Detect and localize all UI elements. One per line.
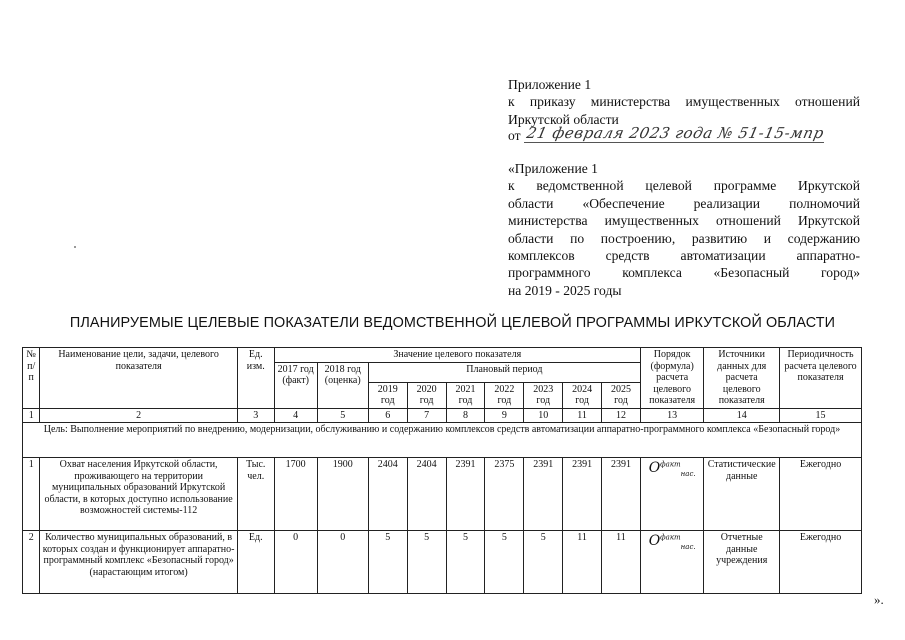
column-number: 11: [563, 408, 602, 423]
row-num: 1: [23, 458, 40, 531]
header-formula: Порядок (формула) расчета целевого показателя: [640, 348, 703, 409]
formula-sup: факт: [660, 460, 681, 468]
table-row: [23, 458, 862, 531]
formula-symbol: [649, 533, 696, 549]
header-year: 2019 год: [368, 382, 407, 408]
header-year: 2023 год: [524, 382, 563, 408]
row-formula: [640, 458, 703, 531]
appendix-2-line: министерства имущественных отношений Иркутской: [508, 213, 860, 229]
row-value: 2391: [563, 458, 602, 531]
handwritten-signature: 21 февраля 2023 года № 51-15-мпр: [525, 124, 826, 142]
row-unit: Ед.: [237, 531, 274, 594]
appendix-1-order-line: к приказу министерства имущественных отношений: [508, 94, 860, 110]
formula-sup: факт: [660, 533, 681, 541]
column-number: 13: [640, 408, 703, 423]
column-number-row: [23, 408, 862, 423]
row-value: 1700: [274, 458, 317, 531]
row-value: 5: [524, 531, 563, 594]
header-year: 2024 год: [563, 382, 602, 408]
row-value: 2391: [524, 458, 563, 531]
row-value: 5: [446, 531, 485, 594]
from-prefix: от: [508, 128, 521, 143]
row-source: Отчетные данные учреждения: [704, 531, 780, 594]
header-name: Наименование цели, задачи, целевого показателя: [40, 348, 237, 409]
row-source: Статистические данные: [704, 458, 780, 531]
row-period: Ежегодно: [780, 458, 862, 531]
column-number: 4: [274, 408, 317, 423]
column-number: 14: [704, 408, 780, 423]
page-title: ПЛАНИРУЕМЫЕ ЦЕЛЕВЫЕ ПОКАЗАТЕЛИ ВЕДОМСТВЕННОЙ ЦЕЛЕВОЙ ПРОГРАММЫ ИРКУТСКОЙ ОБЛАСТИ: [69, 315, 836, 331]
column-number: 6: [368, 408, 407, 423]
appendix-2-line: области по построению, развитию и содержанию: [508, 230, 860, 246]
header-year: 2022 год: [485, 382, 524, 408]
column-number: 2: [40, 408, 237, 423]
column-number: 1: [23, 408, 40, 423]
header-row: [23, 348, 862, 363]
row-value: 2404: [368, 458, 407, 531]
row-unit: Тыс. чел.: [237, 458, 274, 531]
row-value: 5: [485, 531, 524, 594]
row-value: 2391: [602, 458, 641, 531]
column-number: 10: [524, 408, 563, 423]
appendix-2-line: к ведомственной целевой программе Иркутской: [508, 178, 860, 194]
goal-text: Цель: Выполнение мероприятий по внедрению, модернизации, обслуживанию и содержанию комплексов средств автоматизации аппаратно-программного комплекса «Безопасный город»: [23, 423, 862, 458]
header-planned: Плановый период: [368, 362, 640, 382]
appendix-1-block: [508, 76, 860, 128]
scan-speck: [74, 246, 76, 248]
header-2018: 2018 год (оценка): [317, 362, 368, 408]
header-num: № п/ п: [23, 348, 40, 409]
row-value: 11: [563, 531, 602, 594]
row-value: 5: [368, 531, 407, 594]
row-name: Количество муниципальных образований, в которых создан и функционирует аппаратно-программный комплекс «Безопасный город» (нарастающим итогом): [40, 531, 237, 594]
header-year: 2020 год: [407, 382, 446, 408]
column-number: 9: [485, 408, 524, 423]
row-name: Охват населения Иркутской области, проживающего на территории муниципальных образований Иркутской области, в которых доступно использование возможностей системы-112: [40, 458, 237, 531]
appendix-2-line: программного комплекса «Безопасный город»: [508, 265, 860, 281]
row-value: 2391: [446, 458, 485, 531]
header-sources: Источники данных для расчета целевого показателя: [704, 348, 780, 409]
row-num: 2: [23, 531, 40, 594]
formula-main: O: [648, 459, 661, 476]
appendix-1-region-line: Иркутской области: [508, 111, 619, 127]
row-value: 2404: [407, 458, 446, 531]
appendix-2-block: [508, 160, 860, 299]
indicators-table: [22, 347, 862, 594]
row-formula: [640, 531, 703, 594]
formula-symbol: [649, 460, 696, 476]
appendix-1-heading: Приложение 1: [508, 77, 592, 92]
table-row: [23, 531, 862, 594]
header-year: 2025 год: [602, 382, 641, 408]
row-value: 2375: [485, 458, 524, 531]
row-value: 5: [407, 531, 446, 594]
row-value: 1900: [317, 458, 368, 531]
row-value: 0: [274, 531, 317, 594]
formula-main: O: [648, 532, 661, 549]
header-2017: 2017 год (факт): [274, 362, 317, 408]
formula-sub: нас.: [680, 469, 696, 478]
column-number: 12: [602, 408, 641, 423]
row-value: 0: [317, 531, 368, 594]
closing-quote: ».: [874, 592, 884, 607]
appendix-2-line: области «Обеспечение реализации полномочий: [508, 195, 860, 211]
row-value: 11: [602, 531, 641, 594]
header-unit: Ед. изм.: [237, 348, 274, 409]
appendix-2-heading: «Приложение 1: [508, 161, 598, 176]
header-period: Периодичность расчета целевого показателя: [780, 348, 862, 409]
column-number: 8: [446, 408, 485, 423]
column-number: 3: [237, 408, 274, 423]
column-number: 15: [780, 408, 862, 423]
column-number: 7: [407, 408, 446, 423]
appendix-2-line: комплексов средств автоматизации аппаратно-: [508, 248, 860, 264]
column-number: 5: [317, 408, 368, 423]
row-period: Ежегодно: [780, 531, 862, 594]
header-year: 2021 год: [446, 382, 485, 408]
appendix-2-period-line: на 2019 - 2025 годы: [508, 282, 622, 298]
header-value-group: Значение целевого показателя: [274, 348, 640, 363]
signature-underline: [524, 142, 824, 143]
goal-row: [23, 423, 862, 458]
formula-sub: нас.: [680, 542, 696, 551]
